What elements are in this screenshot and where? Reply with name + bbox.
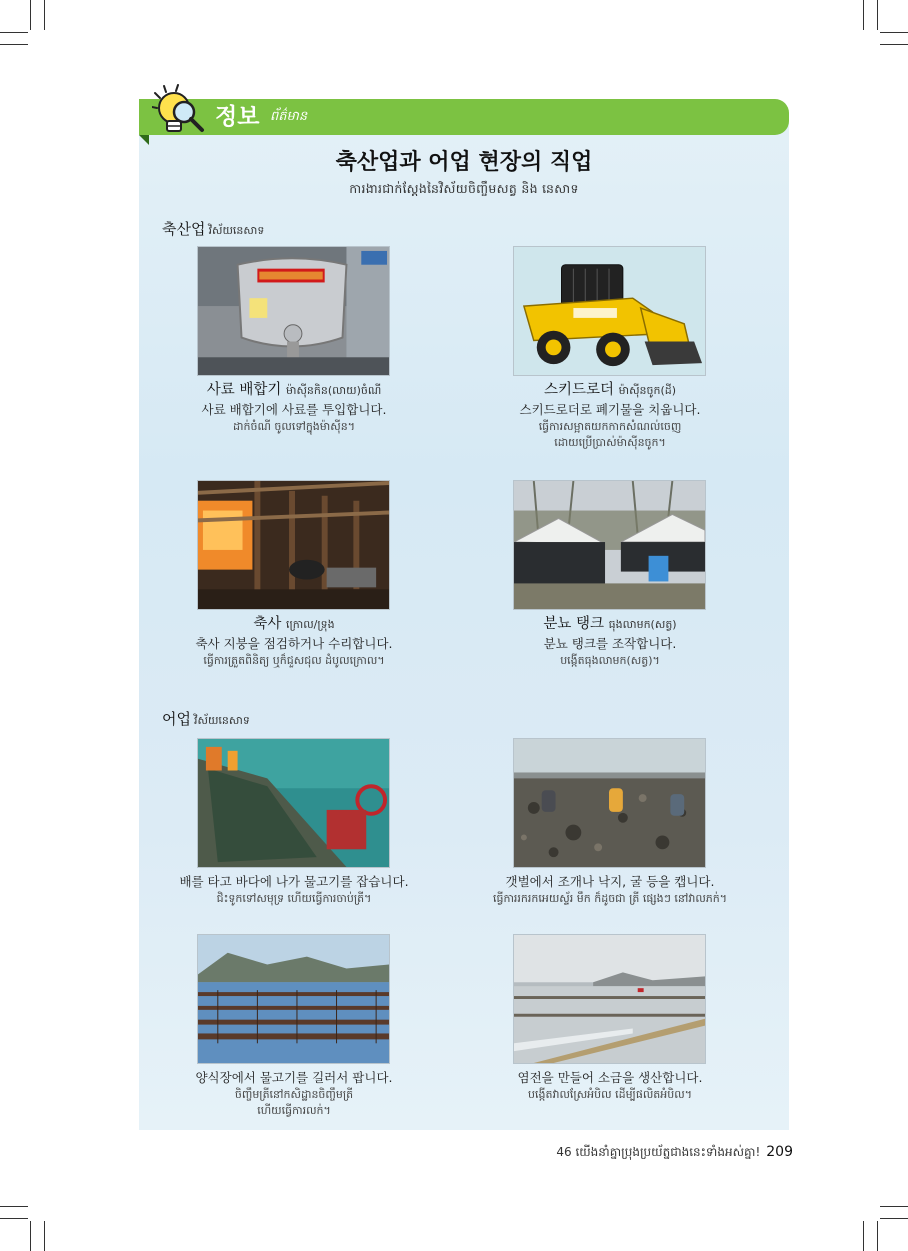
fish-farm-desc-kh-2: ហើយធ្វើការលក់។ — [257, 1104, 331, 1117]
skid-loader-desc-kh-2: ដោយប្រើប្រាស់ម៉ាស៊ីនចូក។ — [554, 436, 666, 449]
barn-name-kh: ក្រោល/ទ្រុង — [285, 618, 335, 631]
feed-mixer-name-kh: ម៉ាស៊ីនកិន(លាយ)ចំណី — [285, 384, 382, 397]
mudflat-desc: 갯벌에서 조개나 낙지, 굴 등을 캡니다. — [505, 874, 715, 889]
fishery-heading-kh: វិស័យនេសាទ — [193, 714, 250, 727]
fish-farm-desc: 양식장에서 물고기를 길러서 팝니다. — [195, 1070, 393, 1085]
skid-loader-desc: 스키드로더로 폐기물을 치웁니다. — [519, 402, 701, 417]
crop-mark — [877, 0, 878, 30]
crop-mark — [30, 0, 31, 30]
barn-desc-kh: ធ្វើការត្រួតពិនិត្យ ឬក៏ជួសជុល ដំបូលក្រោល។ — [203, 654, 385, 667]
mudflat-photo — [513, 738, 706, 868]
crop-mark — [877, 1221, 878, 1251]
fishery-heading — [162, 709, 250, 731]
mudflat-caption — [466, 873, 754, 907]
page-subtitle: ការងារជាក់ស្តែងនៃវិស័យចិញ្ចឹមសត្វ និង នេសាទ — [349, 181, 579, 196]
skid-loader-desc-kh-1: ធ្វើការសម្អាតយកកាកសំណល់ចេញ — [538, 420, 682, 433]
livestock-heading-text: 축산업 — [162, 220, 206, 238]
salt-field-photo — [513, 934, 706, 1064]
salt-field-desc-kh: បង្កើតវាលស្រែអំបិល ដើម្បីផលិតអំបិល។ — [528, 1088, 692, 1101]
fish-farm-caption — [160, 1069, 428, 1119]
salt-field-desc: 염전을 만들어 소금을 생산합니다. — [517, 1070, 703, 1085]
skid-loader-photo — [513, 246, 706, 376]
crop-mark — [44, 0, 45, 30]
skid-loader-name: 스키드로더 — [543, 382, 614, 398]
crop-mark — [0, 1206, 28, 1207]
livestock-heading-kh: វិស័យនេសាទ — [208, 224, 265, 237]
crop-mark — [863, 0, 864, 30]
crop-mark — [880, 1206, 908, 1207]
crop-mark — [880, 44, 908, 45]
skid-loader-caption — [476, 380, 744, 451]
crop-mark — [880, 1218, 908, 1219]
fishing-boat-desc: 배를 타고 바다에 나가 물고기를 잡습니다. — [179, 874, 409, 889]
lightbulb-magnifier-icon — [152, 84, 210, 140]
crop-mark — [30, 1221, 31, 1251]
manure-tank-photo — [513, 480, 706, 610]
barn-caption — [160, 614, 428, 669]
crop-mark — [0, 44, 28, 45]
footer-text: 46 យើងនាំគ្នាប្រុងប្រយ័ត្នជាងនេះទាំងអស់គ្នា! — [556, 1145, 761, 1159]
feed-mixer-desc: 사료 배합기에 사료를 투입합니다. — [201, 402, 387, 417]
salt-field-caption — [476, 1069, 744, 1103]
fishing-boat-desc-kh: ជិះទូកទៅសមុទ្រ ហើយធ្វើការចាប់ត្រី។ — [216, 892, 372, 905]
page-footer — [556, 1142, 793, 1162]
crop-mark — [0, 32, 28, 33]
crop-mark — [880, 32, 908, 33]
feed-mixer-name: 사료 배합기 — [206, 382, 282, 398]
skid-loader-name-kh: ម៉ាស៊ីនចូក(ដី) — [618, 384, 677, 397]
feed-mixer-caption — [160, 380, 428, 435]
barn-name: 축사 — [253, 616, 282, 632]
fishing-boat-photo — [197, 738, 390, 868]
manure-tank-name-kh: ធុងលាមក(សត្វ) — [608, 618, 677, 631]
manure-tank-name: 분뇨 탱크 — [543, 616, 605, 632]
fish-farm-desc-kh-1: ចិញ្ចឹមត្រីនៅកសិដ្ឋានចិញ្ចឹមត្រី — [234, 1088, 354, 1101]
barn-desc: 축사 지붕을 점검하거나 수리합니다. — [195, 636, 393, 651]
mudflat-desc-kh: ធ្វើការរករកអេយស្ទ័រ មឹក ក៏ដូចជា ត្រី ផ្សេងៗ នៅវាលភក់។ — [492, 892, 728, 905]
banner-fold — [139, 135, 149, 145]
manure-tank-caption — [476, 614, 744, 669]
manure-tank-desc-kh: បង្កើតធុងលាមក(សត្វ)។ — [560, 654, 660, 667]
banner-subtitle: ព័ត៌មាន — [270, 109, 308, 124]
banner-title: 정보 — [215, 104, 260, 130]
page-title: 축산업과 어업 현장의 직업 — [335, 150, 593, 175]
page-number: 209 — [766, 1144, 793, 1160]
fish-farm-photo — [197, 934, 390, 1064]
manure-tank-desc: 분뇨 탱크를 조작합니다. — [543, 636, 677, 651]
feed-mixer-desc-kh: ដាក់ចំណី ចូលទៅក្នុងម៉ាស៊ីន។ — [233, 420, 355, 433]
crop-mark — [863, 1221, 864, 1251]
fishery-heading-text: 어업 — [162, 710, 191, 728]
livestock-heading — [162, 219, 264, 241]
crop-mark — [44, 1221, 45, 1251]
crop-mark — [0, 1218, 28, 1219]
fishing-boat-caption — [160, 873, 428, 907]
feed-mixer-photo — [197, 246, 390, 376]
barn-photo — [197, 480, 390, 610]
